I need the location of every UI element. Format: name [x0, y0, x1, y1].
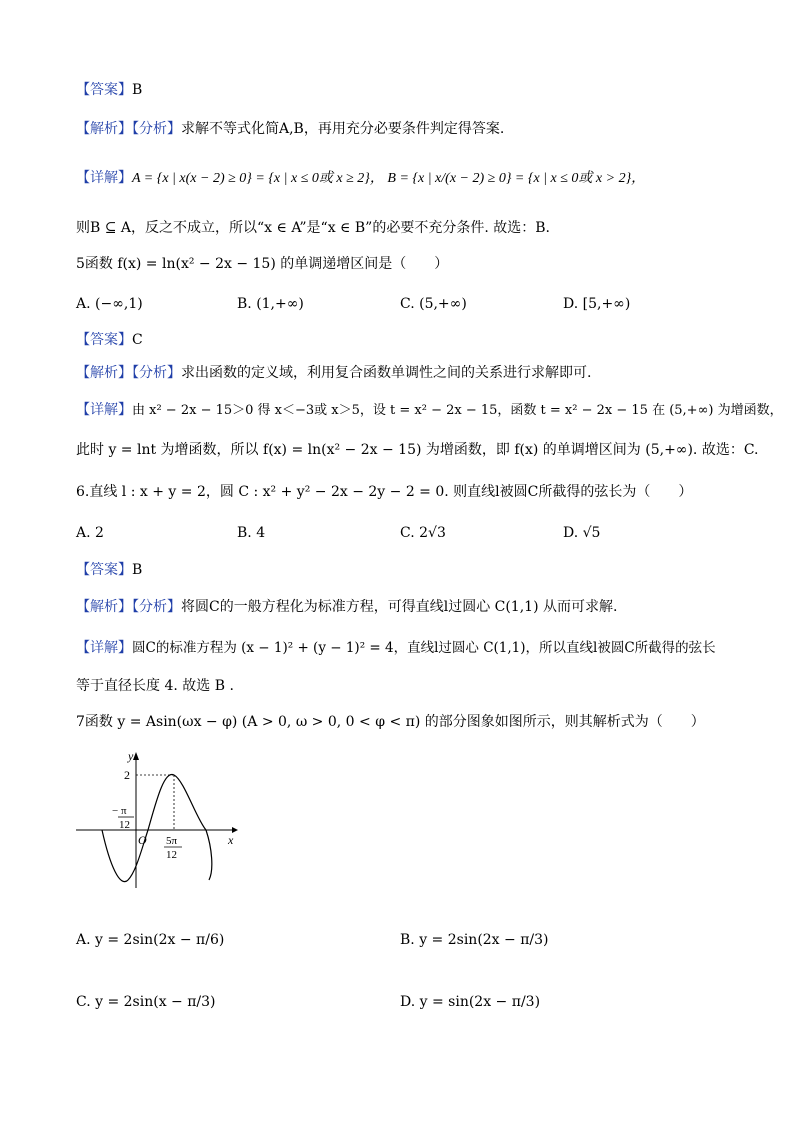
- neg-tick-numerator: π: [121, 805, 127, 817]
- q6-answer: [76, 560, 142, 580]
- origin-label: O: [138, 833, 147, 847]
- q7-option-c: C. y = 2sin(x − π/3): [76, 994, 216, 1010]
- q6-stem: 6.直线 l : x + y = 2，圆 C : x² + y² − 2x − 2y − 2 = 0. 则直线l被圆C所截得的弦长为（ ）: [76, 484, 693, 500]
- q5-analysis: [76, 363, 591, 383]
- detail-tag: 【详解】: [76, 170, 132, 186]
- answer-tag: 【答案】: [76, 562, 132, 578]
- q6-option-b: B. 4: [237, 525, 266, 541]
- q4-answer: [76, 80, 142, 100]
- detail-text: A = {x | x(x − 2) ≥ 0} = {x | x ≤ 0或 x ≥ 2}， B = {x | x/(x − 2) ≥ 0} = {x | x ≤ 0或 x > 2}，: [132, 171, 646, 186]
- neg-tick-denominator: 12: [119, 819, 130, 831]
- pos-tick-denominator: 12: [166, 849, 177, 861]
- q5-detail-1: [76, 400, 783, 421]
- answer-value: C: [132, 332, 143, 348]
- q7-option-d: D. y = sin(2x − π/3): [400, 994, 541, 1010]
- q6-option-a: A. 2: [76, 525, 104, 541]
- detail-text: 圆C的标准方程为 (x − 1)² + (y − 1)² = 4，直线l过圆心 C(1,1)，所以直线l被圆C所截得的弦长: [132, 640, 716, 656]
- q6-detail-1: [76, 638, 716, 658]
- y-axis-label: y: [128, 749, 134, 763]
- answer-tag: 【答案】: [76, 82, 132, 98]
- q5-option-a: A. (−∞,1): [76, 296, 143, 312]
- q5-option-d: D. [5,+∞): [563, 296, 631, 312]
- peak-label: 2: [124, 768, 130, 782]
- analysis-tag: 【解析】【分析】: [76, 365, 181, 381]
- q5-option-c: C. (5,+∞): [400, 296, 467, 312]
- q4-analysis: [76, 119, 504, 139]
- q6-option-d: D. √5: [563, 525, 601, 541]
- q7-option-b: B. y = 2sin(2x − π/3): [400, 932, 549, 948]
- analysis-tag: 【解析】【分析】: [76, 599, 181, 615]
- q6-detail-2: 等于直径长度 4. 故选 B .: [76, 678, 234, 694]
- sine-graph: [72, 748, 242, 898]
- q6-option-c: C. 2√3: [400, 525, 446, 541]
- detail-tag: 【详解】: [76, 640, 132, 656]
- analysis-tag: 【解析】【分析】: [76, 121, 181, 137]
- detail-text: 由 x² − 2x − 15＞0 得 x＜−3或 x＞5，设 t = x² − 2x − 15，函数 t = x² − 2x − 15 在 (5,+∞) 为增函数，: [132, 403, 783, 418]
- answer-value: B: [132, 562, 143, 578]
- q5-stem: 5函数 f(x) = ln(x² − 2x − 15) 的单调递增区间是（ ）: [76, 256, 449, 272]
- q5-option-b: B. (1,+∞): [237, 296, 304, 312]
- analysis-text: 求解不等式化简A,B，再用充分必要条件判定得答案.: [181, 121, 505, 137]
- neg-tick-sign: −: [112, 805, 119, 817]
- analysis-text: 将圆C的一般方程化为标准方程，可得直线l过圆心 C(1,1) 从而可求解.: [181, 599, 618, 615]
- x-axis-label: x: [228, 833, 234, 847]
- detail-tag: 【详解】: [76, 402, 132, 418]
- answer-tag: 【答案】: [76, 332, 132, 348]
- q5-detail-2: 此时 y = lnt 为增函数，所以 f(x) = ln(x² − 2x − 15) 为增函数，即 f(x) 的单调增区间为 (5,+∞). 故选：C.: [76, 442, 759, 458]
- pos-tick-numerator: 5π: [166, 835, 178, 847]
- q6-analysis: [76, 597, 617, 617]
- q4-detail-1: [76, 168, 645, 189]
- y-axis-arrow: [133, 752, 139, 760]
- q7-stem: 7函数 y = Asin(ωx − φ) (A > 0, ω > 0, 0 < φ < π) 的部分图象如图所示，则其解析式为（ ）: [76, 714, 705, 730]
- answer-value: B: [132, 82, 143, 98]
- q5-answer: [76, 330, 143, 350]
- analysis-text: 求出函数的定义域，利用复合函数单调性之间的关系进行求解即可.: [181, 365, 592, 381]
- q7-option-a: A. y = 2sin(2x − π/6): [76, 932, 225, 948]
- q4-detail-2: 则B ⊆ A，反之不成立，所以“x ∈ A”是“x ∈ B”的必要不充分条件. 故选：B.: [76, 220, 550, 236]
